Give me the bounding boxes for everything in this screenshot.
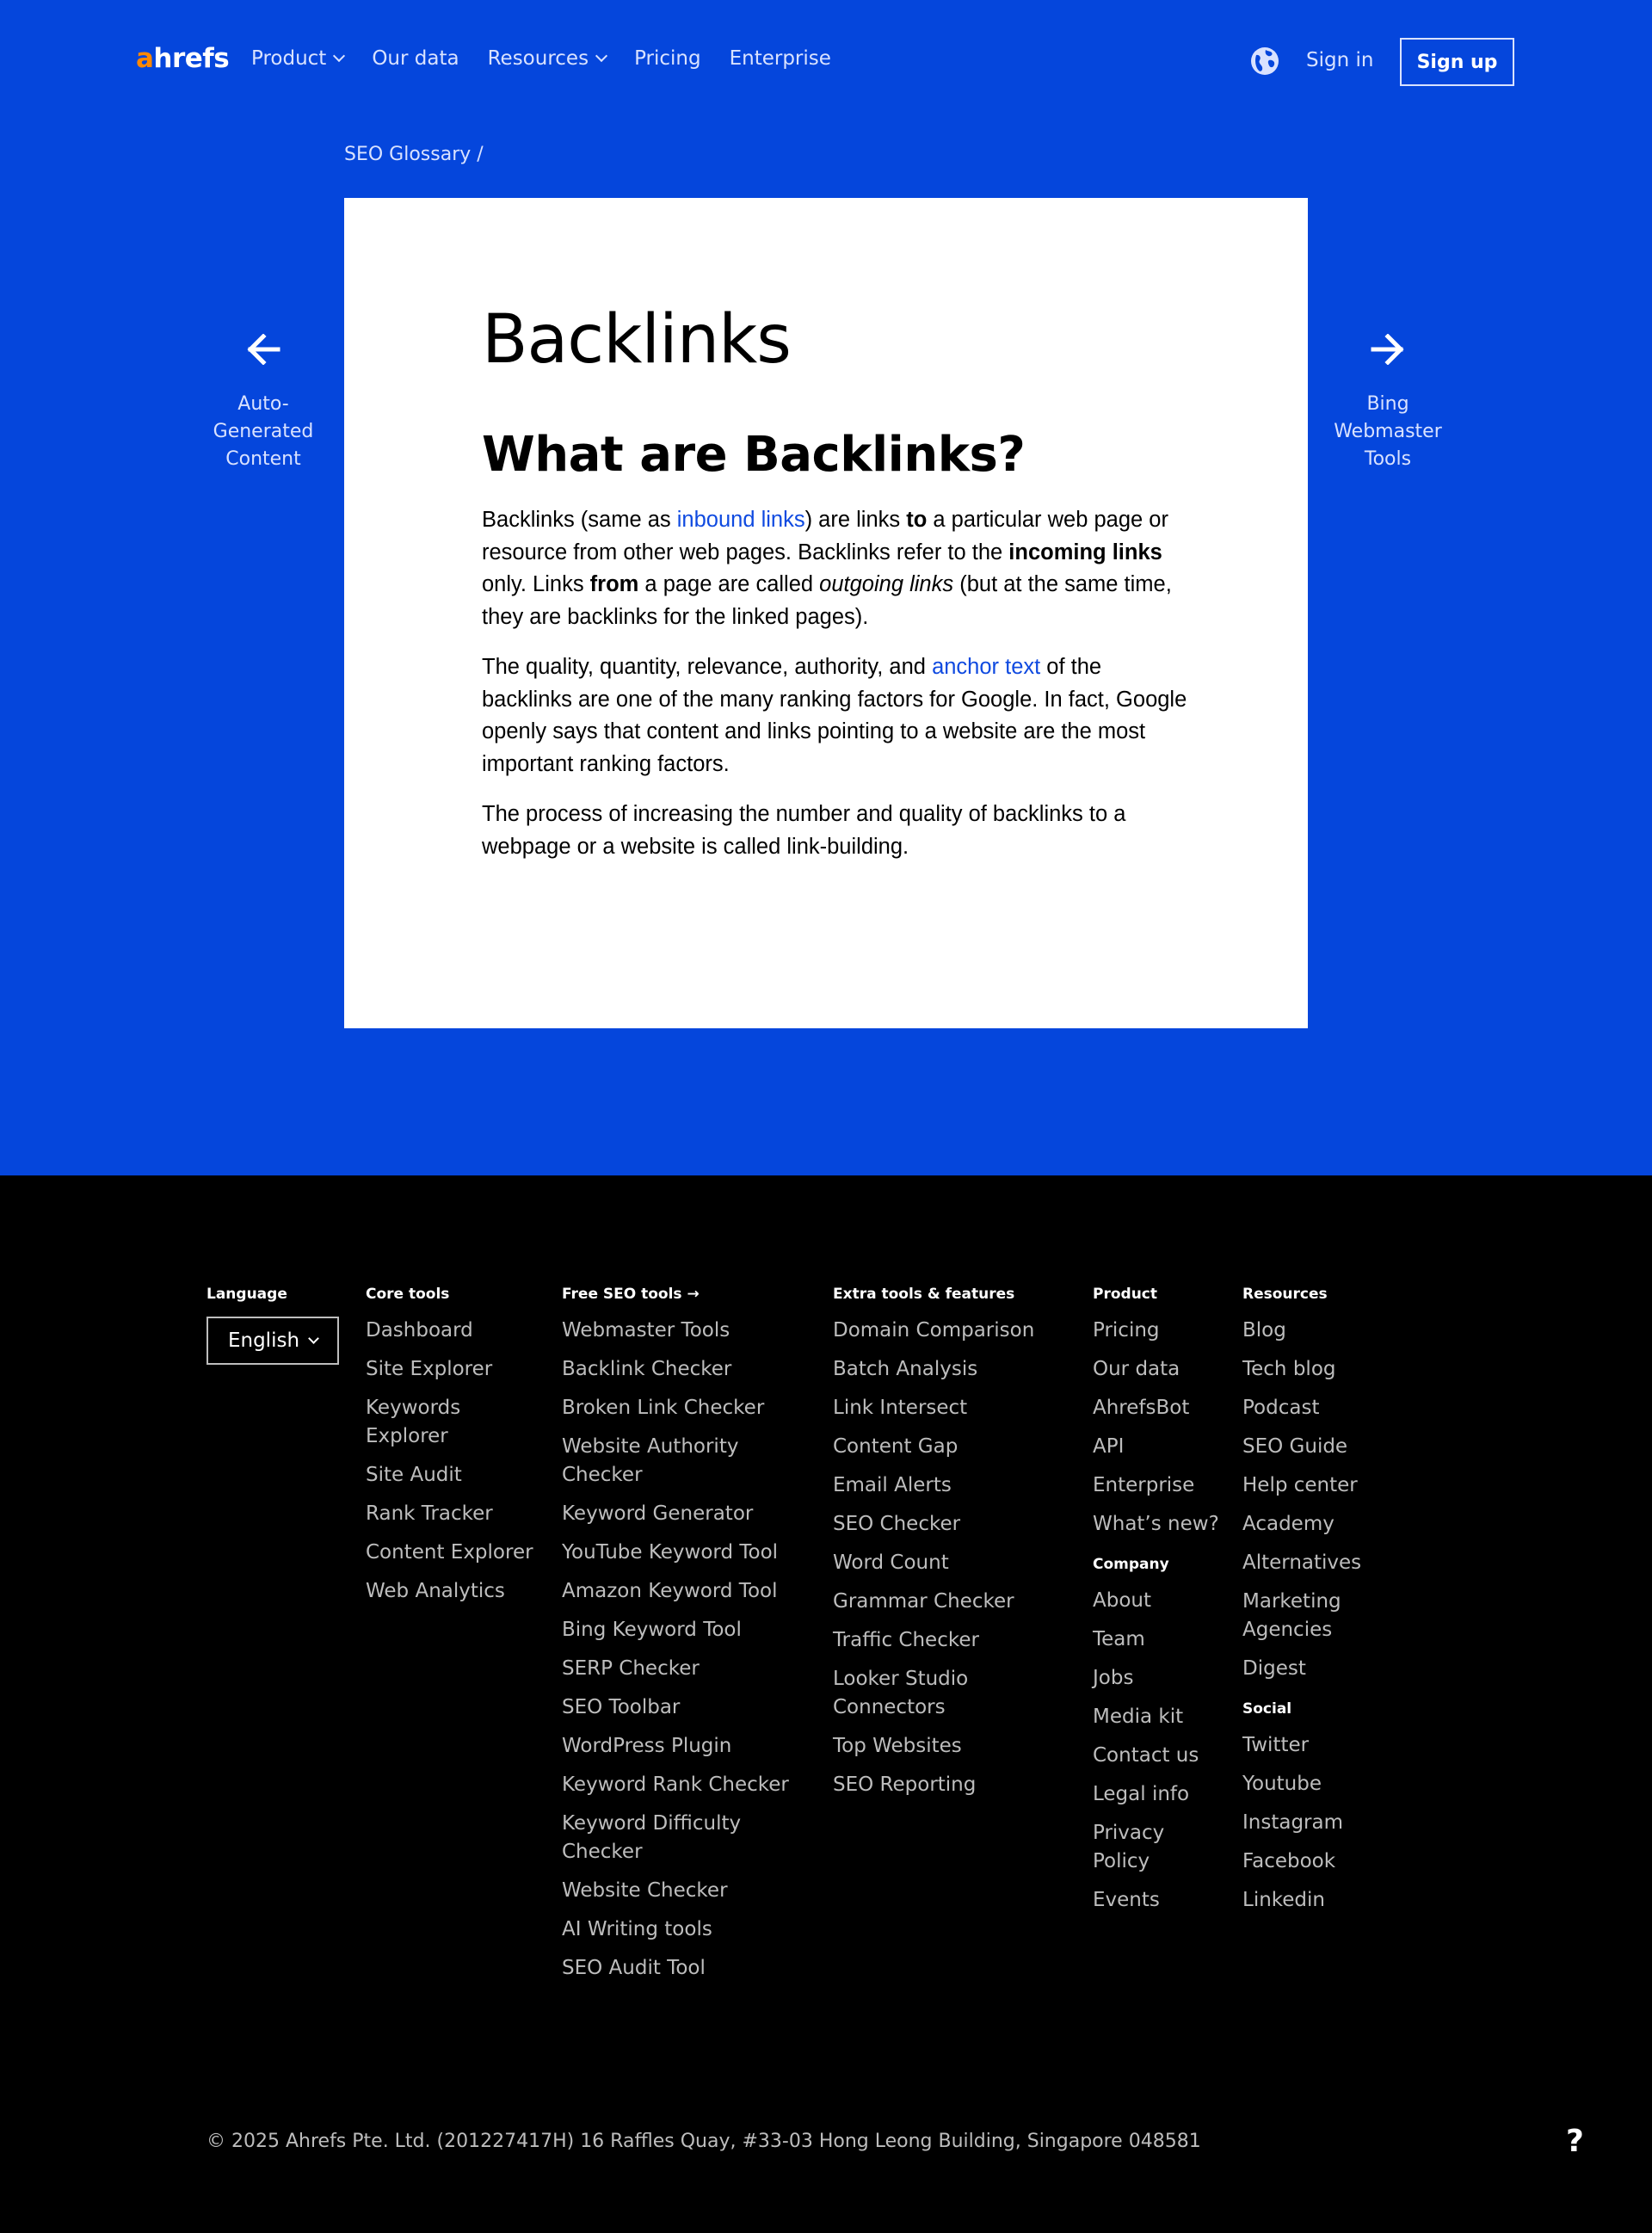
- footer-link[interactable]: Web Analytics: [366, 1580, 505, 1602]
- footer-heading[interactable]: Free SEO tools →: [562, 1286, 700, 1303]
- footer-link[interactable]: Batch Analysis: [833, 1358, 978, 1380]
- nav-links: [251, 47, 860, 70]
- article-body: [482, 504, 1187, 881]
- next-article-label: Bing Webmaster Tools: [1334, 393, 1442, 470]
- footer-extra-tools: [833, 1286, 1052, 1810]
- footer-link[interactable]: Keywords Explorer: [366, 1397, 461, 1447]
- footer-link[interactable]: About: [1093, 1589, 1152, 1612]
- footer-heading: Core tools: [366, 1286, 450, 1303]
- page-title: Backlinks: [482, 301, 791, 379]
- footer-free-tools: [562, 1286, 798, 1993]
- article-heading: What are Backlinks?: [482, 427, 1026, 483]
- footer-core-tools: [366, 1286, 542, 1616]
- footer-link[interactable]: Contact us: [1093, 1744, 1199, 1767]
- footer-link[interactable]: Email Alerts: [833, 1474, 952, 1496]
- footer-link[interactable]: Enterprise: [1093, 1474, 1195, 1496]
- footer-link[interactable]: Media kit: [1093, 1706, 1184, 1728]
- footer-link[interactable]: Podcast: [1242, 1397, 1320, 1419]
- globe-icon[interactable]: [1251, 47, 1279, 75]
- article-card: [344, 198, 1308, 1028]
- footer-link[interactable]: Help center: [1242, 1474, 1358, 1496]
- sign-up-button[interactable]: Sign up: [1400, 38, 1514, 86]
- footer-link[interactable]: Events: [1093, 1889, 1160, 1911]
- next-article-link[interactable]: [1319, 334, 1457, 473]
- footer-link[interactable]: Webmaster Tools: [562, 1319, 730, 1342]
- copyright: © 2025 Ahrefs Pte. Ltd. (201227417H) 16 Raffles Quay, #33-03 Hong Leong Building, Singapore 048581: [206, 2131, 1201, 2152]
- footer-link[interactable]: API: [1093, 1435, 1125, 1458]
- chevron-down-icon: [308, 1333, 319, 1344]
- footer-link[interactable]: SEO Guide: [1242, 1435, 1348, 1458]
- anchor-text-link[interactable]: anchor text: [932, 655, 1041, 679]
- footer-link[interactable]: Broken Link Checker: [562, 1397, 765, 1419]
- footer-link[interactable]: Alternatives: [1242, 1551, 1362, 1574]
- footer-heading: Product: [1093, 1286, 1157, 1303]
- footer-link[interactable]: SEO Audit Tool: [562, 1957, 706, 1979]
- footer-link[interactable]: Keyword Difficulty Checker: [562, 1812, 742, 1863]
- footer-link[interactable]: Tech blog: [1242, 1358, 1336, 1380]
- footer-link[interactable]: Website Authority Checker: [562, 1435, 739, 1486]
- ahrefs-logo[interactable]: ahrefs: [136, 43, 230, 74]
- footer-link[interactable]: AhrefsBot: [1093, 1397, 1190, 1419]
- prev-article-link[interactable]: [194, 334, 332, 473]
- footer-link[interactable]: Academy: [1242, 1513, 1335, 1535]
- footer-heading: Language: [206, 1286, 287, 1303]
- footer-link[interactable]: Facebook: [1242, 1850, 1336, 1872]
- footer-link[interactable]: Top Websites: [833, 1735, 962, 1757]
- footer-link[interactable]: Our data: [1093, 1358, 1180, 1380]
- footer-link[interactable]: SERP Checker: [562, 1657, 700, 1680]
- footer: [0, 1175, 1652, 2233]
- footer-link[interactable]: Legal info: [1093, 1783, 1190, 1805]
- chevron-down-icon: [333, 50, 345, 62]
- footer-link[interactable]: Rank Tracker: [366, 1502, 493, 1525]
- footer-link[interactable]: Instagram: [1242, 1811, 1344, 1834]
- nav-pricing[interactable]: Pricing: [634, 47, 701, 70]
- footer-link[interactable]: Traffic Checker: [833, 1629, 979, 1651]
- top-nav: [0, 0, 1652, 122]
- help-button[interactable]: ?: [1566, 2124, 1584, 2159]
- footer-heading: Social: [1242, 1700, 1292, 1718]
- footer-resources-social: [1242, 1286, 1406, 1925]
- arrow-right-icon: [1371, 334, 1405, 365]
- footer-link[interactable]: Bing Keyword Tool: [562, 1619, 742, 1641]
- footer-link[interactable]: Amazon Keyword Tool: [562, 1580, 778, 1602]
- chevron-down-icon: [595, 50, 607, 62]
- footer-link[interactable]: Blog: [1242, 1319, 1286, 1342]
- footer-link[interactable]: Site Audit: [366, 1464, 462, 1486]
- footer-link[interactable]: AI Writing tools: [562, 1918, 712, 1940]
- footer-link[interactable]: Looker Studio Connectors: [833, 1668, 969, 1718]
- footer-link[interactable]: Pricing: [1093, 1319, 1160, 1342]
- prev-article-label: Auto-Generated Content: [213, 393, 314, 470]
- paragraph: The process of increasing the number and quality of backlinks to a webpage or a website is called link-building.: [482, 802, 1126, 859]
- footer-link[interactable]: Youtube: [1242, 1773, 1322, 1795]
- footer-link[interactable]: YouTube Keyword Tool: [562, 1541, 779, 1564]
- footer-link[interactable]: WordPress Plugin: [562, 1735, 732, 1757]
- footer-heading: Extra tools & features: [833, 1286, 1015, 1303]
- footer-link[interactable]: Marketing Agencies: [1242, 1590, 1341, 1641]
- arrow-left-icon: [246, 334, 280, 365]
- footer-link[interactable]: SEO Checker: [833, 1513, 961, 1535]
- footer-link[interactable]: Keyword Rank Checker: [562, 1773, 789, 1796]
- footer-link[interactable]: Team: [1093, 1628, 1145, 1650]
- footer-link[interactable]: Link Intersect: [833, 1397, 968, 1419]
- language-select[interactable]: English: [206, 1317, 339, 1365]
- footer-link[interactable]: Privacy Policy: [1093, 1822, 1165, 1872]
- footer-link[interactable]: Website Checker: [562, 1879, 728, 1902]
- paragraph: Backlinks (same as inbound links) are links to a particular web page or resource from other web pages. Backlinks refer to the incoming links only. Links from a page are called outgoing links (but at the same time, they are backlinks for the linked pages).: [482, 508, 1172, 629]
- paragraph: The quality, quantity, relevance, authority, and anchor text of the backlinks are one of the many ranking factors for Google. In fact, Google openly says that content and links pointing to a website are the most important ranking factors.: [482, 655, 1187, 776]
- nav-enterprise[interactable]: Enterprise: [729, 47, 831, 70]
- footer-heading: Company: [1093, 1556, 1169, 1573]
- footer-heading: Resources: [1242, 1286, 1328, 1303]
- footer-link[interactable]: Content Gap: [833, 1435, 959, 1458]
- footer-language: [206, 1286, 339, 1365]
- footer-link[interactable]: Twitter: [1242, 1734, 1310, 1756]
- footer-link[interactable]: Dashboard: [366, 1319, 473, 1342]
- footer-link[interactable]: Domain Comparison: [833, 1319, 1035, 1342]
- footer-link[interactable]: Keyword Generator: [562, 1502, 754, 1525]
- footer-link[interactable]: What’s new?: [1093, 1513, 1219, 1535]
- inbound-links-link[interactable]: inbound links: [676, 508, 805, 532]
- footer-link[interactable]: Word Count: [833, 1551, 949, 1574]
- footer-link[interactable]: SEO Reporting: [833, 1773, 977, 1796]
- footer-link[interactable]: Jobs: [1093, 1667, 1134, 1689]
- nav-our-data[interactable]: Our data: [372, 47, 459, 70]
- footer-link[interactable]: Content Explorer: [366, 1541, 533, 1564]
- footer-product-company: [1093, 1286, 1222, 1925]
- breadcrumb[interactable]: SEO Glossary /: [344, 144, 484, 165]
- footer-link[interactable]: SEO Toolbar: [562, 1696, 681, 1718]
- footer-link[interactable]: Linkedin: [1242, 1889, 1325, 1911]
- footer-link[interactable]: Site Explorer: [366, 1358, 493, 1380]
- footer-link[interactable]: Digest: [1242, 1657, 1306, 1680]
- footer-link[interactable]: Grammar Checker: [833, 1590, 1014, 1613]
- nav-product[interactable]: Product: [251, 47, 343, 70]
- footer-link[interactable]: Backlink Checker: [562, 1358, 732, 1380]
- nav-resources[interactable]: Resources: [488, 47, 606, 70]
- sign-in-link[interactable]: Sign in: [1306, 49, 1374, 71]
